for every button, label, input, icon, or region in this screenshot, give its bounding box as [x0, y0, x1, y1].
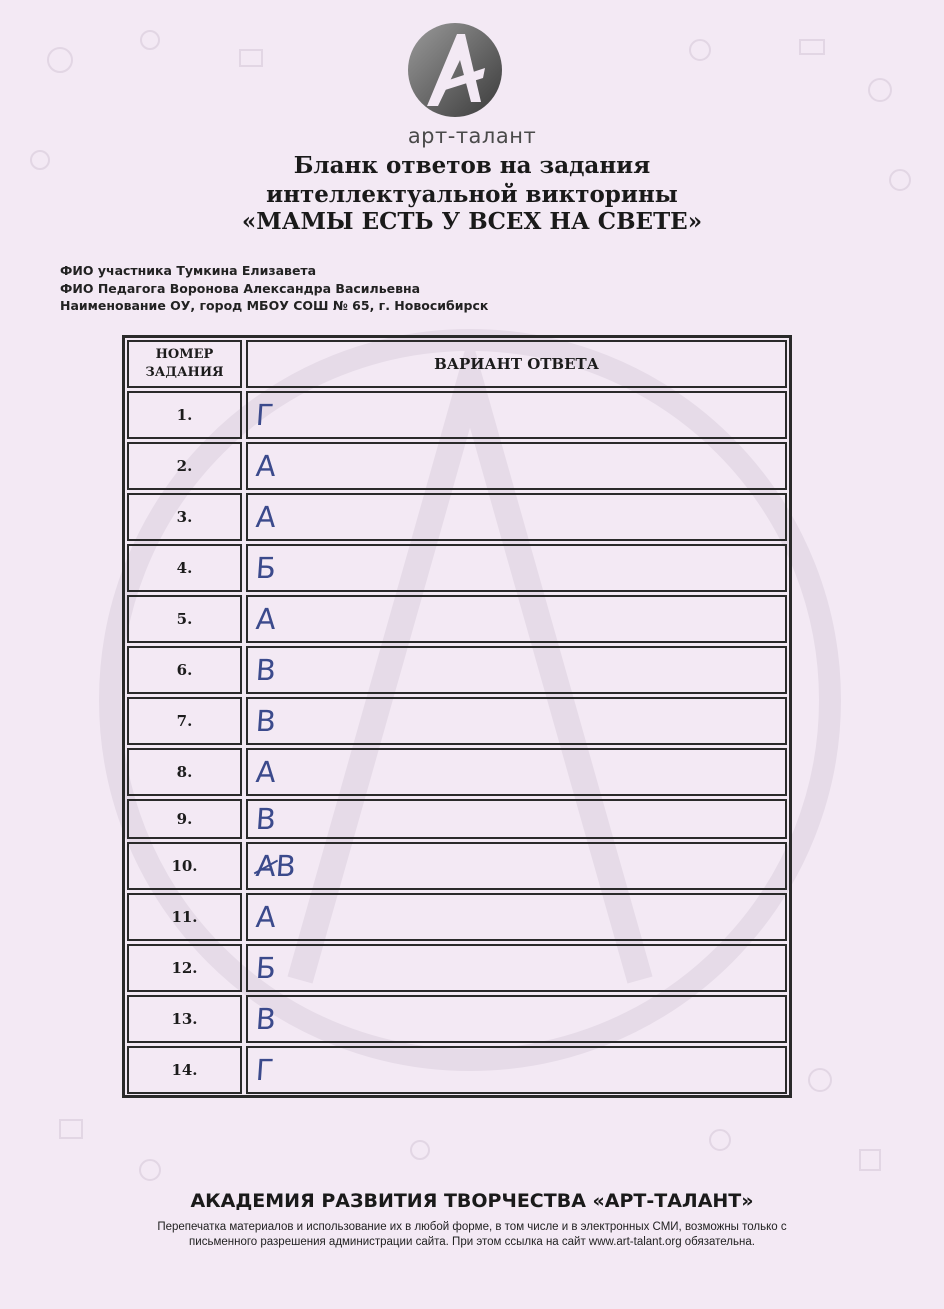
task-number: 13.	[127, 995, 242, 1043]
corrected-answer: В	[274, 849, 297, 883]
answer-text: А	[254, 602, 278, 636]
task-number: 3.	[127, 493, 242, 541]
header-task-number-line1: НОМЕР	[155, 347, 214, 362]
table-row	[127, 995, 787, 1043]
answer-text: Г	[254, 398, 275, 432]
answer-cell	[246, 748, 787, 796]
table-row	[127, 842, 787, 890]
answer-cell	[246, 646, 787, 694]
answers-table	[122, 335, 792, 1098]
answer-text: Б	[254, 951, 278, 985]
answer-text: В	[254, 704, 278, 738]
answer-cell	[246, 842, 787, 890]
table-row	[127, 391, 787, 439]
brand-name: арт-талант	[407, 124, 537, 148]
table-row	[127, 944, 787, 992]
answer-text: Г	[254, 1053, 275, 1087]
answer-cell	[246, 595, 787, 643]
answer-cell	[246, 544, 787, 592]
teacher-name: ФИО Педагога Воронова Александра Васильевна	[60, 281, 421, 296]
table-row	[127, 1046, 787, 1094]
task-number: 1.	[127, 391, 242, 439]
footer-copyright-note	[90, 1220, 854, 1250]
answer-cell	[246, 697, 787, 745]
task-number: 8.	[127, 748, 242, 796]
answer-cell	[246, 1046, 787, 1094]
school-name: Наименование ОУ, город МБОУ СОШ № 65, г. Новосибирск	[60, 298, 489, 313]
footer-note-line-1: Перепечатка материалов и использование их в любой форме, в том числе и в электронных СМИ, возможны только с	[157, 1221, 787, 1233]
answer-cell	[246, 391, 787, 439]
task-number: 4.	[127, 544, 242, 592]
table-row	[127, 748, 787, 796]
struck-answer: А	[254, 849, 278, 883]
answer-cell	[246, 893, 787, 941]
answer-text	[247, 849, 297, 883]
answer-cell	[246, 442, 787, 490]
table-row	[127, 697, 787, 745]
task-number: 11.	[127, 893, 242, 941]
answer-cell	[246, 799, 787, 839]
task-number: 9.	[127, 799, 242, 839]
header-answer-variant: ВАРИАНТ ОТВЕТА	[246, 340, 787, 388]
table-row	[127, 493, 787, 541]
table-row	[127, 893, 787, 941]
answer-text: А	[254, 500, 278, 534]
table-row	[127, 544, 787, 592]
footer-note-line-2: письменного разрешения администрации сайта. При этом ссылка на сайт www.art-talant.org обязательна.	[189, 1236, 755, 1248]
answer-text: В	[254, 653, 278, 687]
task-number: 7.	[127, 697, 242, 745]
answer-cell	[246, 493, 787, 541]
answer-text: В	[254, 802, 278, 836]
task-number: 14.	[127, 1046, 242, 1094]
answer-text: А	[254, 449, 278, 483]
footer-title: АКАДЕМИЯ РАЗВИТИЯ ТВОРЧЕСТВА «АРТ-ТАЛАНТ»	[190, 1190, 754, 1212]
art-talant-logo	[405, 20, 505, 120]
answer-text: А	[254, 755, 278, 789]
table-row	[127, 442, 787, 490]
task-number: 10.	[127, 842, 242, 890]
table-row	[127, 799, 787, 839]
table-header-row	[127, 340, 787, 388]
header-task-number-line2: ЗАДАНИЯ	[145, 365, 224, 380]
participant-name: ФИО участника Тумкина Елизавета	[60, 263, 317, 278]
table-row	[127, 595, 787, 643]
answer-cell	[246, 944, 787, 992]
task-number: 6.	[127, 646, 242, 694]
form-title-line-2: интеллектуальной викторины	[266, 181, 678, 208]
form-title-line-3: «МАМЫ ЕСТЬ У ВСЕХ НА СВЕТЕ»	[241, 208, 703, 235]
answer-cell	[246, 995, 787, 1043]
task-number: 5.	[127, 595, 242, 643]
task-number: 12.	[127, 944, 242, 992]
header-task-number	[127, 340, 242, 388]
answer-text: А	[254, 900, 278, 934]
form-title-line-1: Бланк ответов на задания	[293, 152, 651, 179]
answer-text: Б	[254, 551, 278, 585]
task-number: 2.	[127, 442, 242, 490]
table-row	[127, 646, 787, 694]
answer-text: В	[254, 1002, 278, 1036]
